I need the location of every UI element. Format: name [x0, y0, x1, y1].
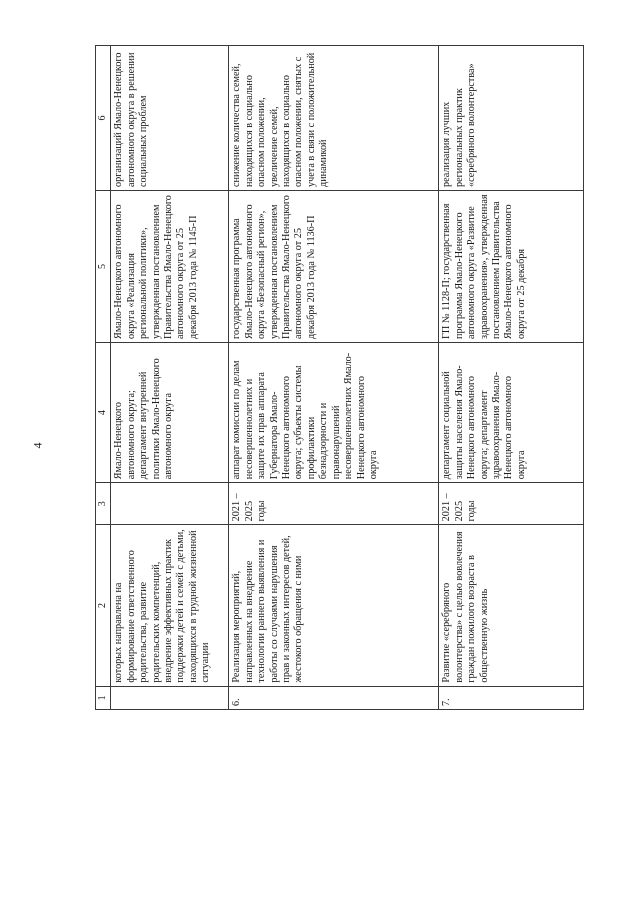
header-cell-1: 1	[96, 686, 111, 709]
header-cell-4: 4	[96, 342, 111, 482]
rotated-table-container	[95, 45, 640, 710]
row-number	[111, 686, 229, 709]
executor-cell: аппарат комиссии по делам несовершеннолетних и защите их прав аппарата Губернатора Ямало-Ненецкого автономного округа; субъекты системы профилактики безнадзорности и правонарушений несовершеннолетних Ямало-Ненецкого автономного округа	[229, 342, 439, 482]
table-row	[229, 46, 439, 710]
measures-table	[95, 45, 584, 710]
table-row	[111, 46, 229, 710]
period-cell: 2021 – 2025 годы	[439, 483, 584, 525]
result-cell: организаций Ямало-Ненецкого автономного округа в решении социальных проблем	[111, 46, 229, 191]
table-header-row	[96, 46, 111, 710]
row-number: 7.	[439, 686, 584, 709]
activity-cell: Развитие «серебряного волонтерства» с целью вовлечения граждан пожилого возраста в общественную жизнь	[439, 525, 584, 686]
header-cell-6: 6	[96, 46, 111, 191]
period-cell: 2021 – 2025 годы	[229, 483, 439, 525]
header-cell-5: 5	[96, 190, 111, 342]
header-cell-2: 2	[96, 525, 111, 686]
activity-cell: Реализация мероприятий, направленных на внедрение технологии раннего выявления и работы со случаями нарушения прав и законных интересов детей, жестокого обращения с ними	[229, 525, 439, 686]
header-cell-3: 3	[96, 483, 111, 525]
page-number: 4	[30, 442, 45, 449]
program-cell: государственная программа Ямало-Ненецкого автономного округа «Безопасный регион», утвержденная постановлением Правительства Ямало-Ненецкого автономного округа от 25 декабря 2013 года № 1136-П	[229, 190, 439, 342]
program-cell: ГП № 1128-П; государственная программа Ямало-Ненецкого автономного округа «Развитие здравоохранения», утвержденная постановлением Правительства Ямало-Ненецкого автономного округа от 25 декабря	[439, 190, 584, 342]
result-cell: реализация лучших региональных практик «серебряного волонтерства»	[439, 46, 584, 191]
result-cell: снижение количества семей, находящихся в социально опасном положении, увеличение семей, находящихся в социально опасном положении, снятых с учета в связи с положительной динамикой	[229, 46, 439, 191]
row-number: 6.	[229, 686, 439, 709]
program-cell: Ямало-Ненецкого автономного округа «Реализация региональной политики», утвержденная постановлением Правительства Ямало-Ненецкого автономного округа от 25 декабря 2013 года № 1145-П	[111, 190, 229, 342]
executor-cell: департамент социальной защиты населения Ямало-Ненецкого автономного округа; департамент здравоохранения Ямало-Ненецкого автономного округа	[439, 342, 584, 482]
table-wrapper	[95, 45, 640, 710]
table-row	[439, 46, 584, 710]
executor-cell: Ямало-Ненецкого автономного округа; департамент внутренней политики Ямало-Ненецкого автономного округа	[111, 342, 229, 482]
activity-cell: которых направлена на формирование ответственного родительства, развитие родительских компетенций, внедрение эффективных практик поддержки детей и семей с детьми, находящихся в трудной жизненной ситуации	[111, 525, 229, 686]
period-cell	[111, 483, 229, 525]
